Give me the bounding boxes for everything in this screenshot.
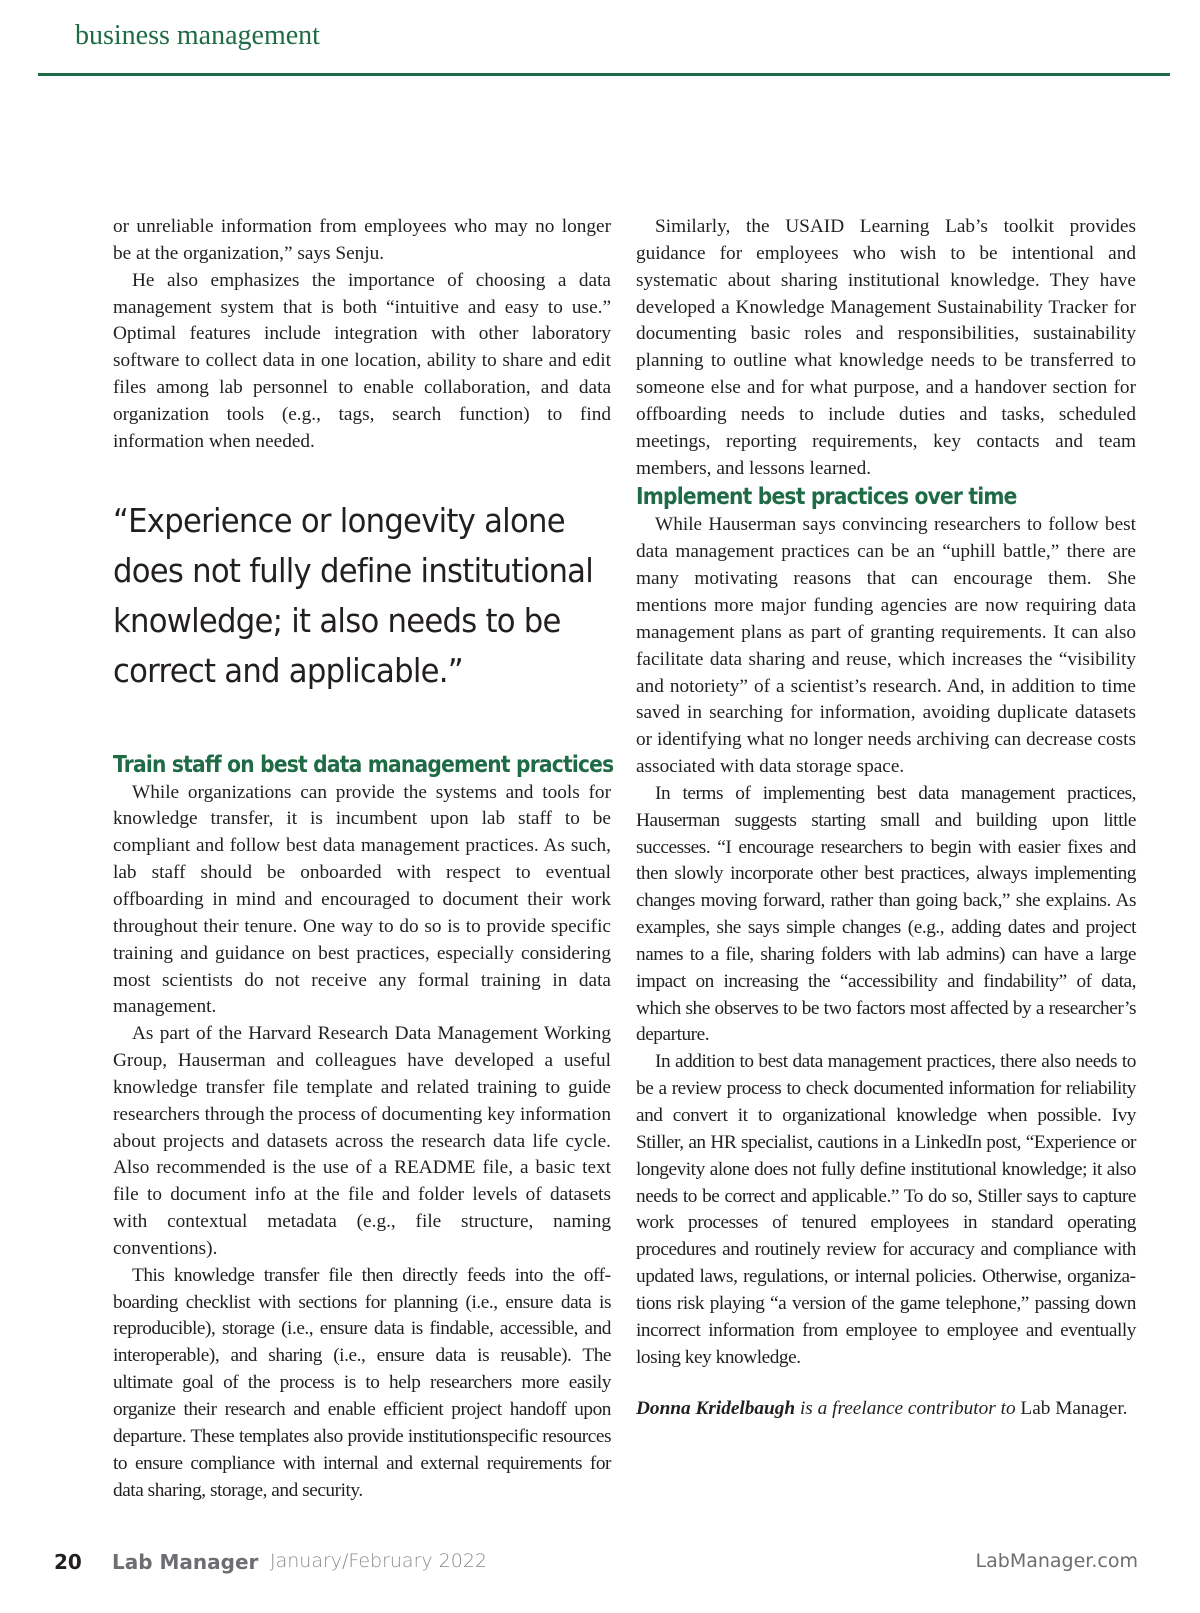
website-link[interactable]: LabManager.com (975, 1550, 1138, 1572)
left-paragraph-1: or unreliable information from employees who may no longer be at the organization,” says Senju. (113, 216, 611, 264)
byline-role: is a freelance contributor to (799, 1398, 1016, 1420)
pull-quote: “Experience or longevity alone does not fully define institutional knowledge; it also needs to be correct and applicable.” (113, 500, 594, 690)
left-paragraph-3: While organizations can provide the systems and tools for knowledge transfer, it is incumbent upon lab staff to be compliant and follow best data management practices. As such, lab staff should be onboarded with respect to eventual offboarding in mind and encouraged to document their work throughout their tenure. One way to do so is to provide specific training and guidance on best practices, especially considering most scientists do not receive any formal training in data management. (113, 781, 611, 1018)
left-paragraph-5: This knowledge transfer file then directly feeds into the offboarding checklist with sections for planning (i.e., ensure data is reproducible), storage (i.e., ensure data is findable, accessible, and interoperable), and sharing (i.e., ensure data is reusable). The ultimate goal of the process is to help researchers more easily organize their research and enable efficient project handoff upon departure. These templates also provide institutionspecific resources to ensure compliance with internal and external requirements for data sharing, storage, and security. (113, 1264, 611, 1501)
subhead-train-staff: Train staff on best data management practices (113, 751, 614, 778)
byline-author: Donna Kridelbaugh (636, 1398, 796, 1420)
left-paragraph-4: As part of the Harvard Research Data Management Working Group, Hauserman and colleagues have developed a useful knowledge transfer file template and related training to guide researchers through the process of documenting key information about projects and datasets across the research data life cycle. Also recommended is the use of a README file, a basic text file to document info at the file and folder levels of datasets with contextual metadata (e.g., file structure, naming conventions). (113, 1023, 611, 1259)
section-title: business management (75, 20, 320, 51)
magazine-name: Lab Manager (112, 1550, 259, 1574)
author-byline (636, 1396, 1136, 1422)
subhead-implement-best-practices: Implement best practices over time (636, 484, 1017, 511)
byline-publication: Lab Manager. (1020, 1398, 1128, 1420)
left-column (113, 214, 614, 1504)
right-paragraph-3: In terms of implementing best data management practices, Hauserman suggests starting small and building upon little successes. “I encourage researchers to begin with easier fixes and then slowly incorporate other best practices, always implementing changes moving forward, rather than going back,” she explains. As examples, she says simple changes (e.g., adding dates and project names to a file, sharing folders with lab admins) can have a large impact on increasing the “accessibility and findability” of data, which she observes to be two factors most affected by a researcher’s departure. (636, 782, 1136, 1046)
right-paragraph-4: In addition to best data management practices, there also needs to be a review process to check documented information for reliability and convert it to organizational knowledge when possible. Ivy Stiller, an HR specialist, cautions in a LinkedIn post, “Experience or longevity alone does not fully define institutional knowledge; it also needs to be correct and applicable.” To do so, Stiller says to capture work processes of tenured employees in standard operating procedures and routinely review for accuracy and compliance with updated laws, regulations, or internal policies. Otherwise, organizations risk playing “a version of the game telephone,” passing down incorrect information from employee to employee and eventually losing key knowledge. (636, 1051, 1136, 1368)
right-paragraph-1: Similarly, the USAID Learning Lab’s toolkit provides guidance for employees who wish to be intentional and systematic about sharing institutional knowledge. They have developed a Knowledge Management Sustainability Tracker for documenting basic roles and responsibilities, sustainability planning to outline what knowledge needs to be transferred to someone else and for what purpose, and a handover section for offboarding needs to include duties and tasks, scheduled meetings, reporting requirements, key contacts and team members, and lessons learned. (636, 216, 1136, 479)
page-number: 20 (54, 1550, 82, 1574)
header-divider (38, 73, 1170, 76)
left-paragraph-2: He also emphasizes the importance of choosing a data management system that is both “intuitive and easy to use.” Optimal features include integration with other laboratory software to collect data in one location, ability to share and edit files among lab personnel to enable collaboration, and data organization tools (e.g., tags, search function) to find information when needed. (113, 269, 611, 452)
right-paragraph-2: While Hauserman says convincing researchers to follow best data management practices can be an “uphill battle,” there are many motivating reasons that can encourage them. She mentions more major funding agencies are now requiring data management plans as part of granting requirements. It can also facilitate data sharing and reuse, which increases the “visibility and notoriety” of a scientist’s research. And, in addition to time saved in searching for information, avoiding duplicate datasets or identifying what no longer needs archiving can decrease costs associated with data storage space. (636, 514, 1136, 778)
right-column (636, 214, 1136, 1422)
issue-date: January/February 2022 (270, 1550, 488, 1572)
